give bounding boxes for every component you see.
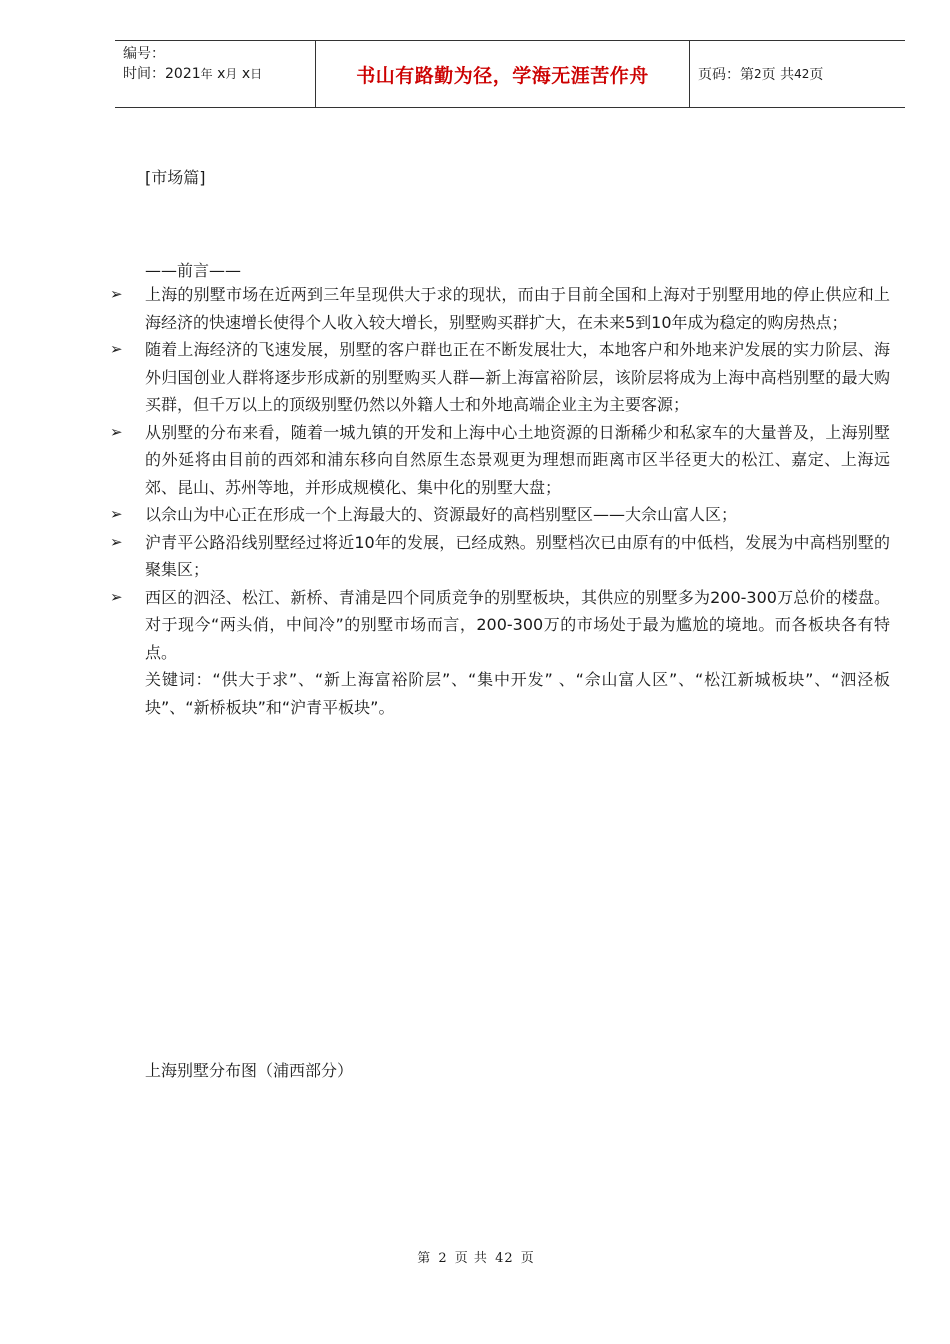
time-day: x — [241, 66, 251, 82]
time-day-unit: 日 — [250, 67, 263, 81]
list-item — [110, 419, 890, 502]
time-month: x — [217, 66, 226, 82]
map-caption: 上海别墅分布图（浦西部分） — [145, 1061, 354, 1080]
bullet-list — [110, 281, 890, 721]
list-item-text: 从别墅的分布来看，随着一城九镇的开发和上海中心土地资源的日渐稀少和私家车的大量普及，上海别墅的外延将由目前的西郊和浦东移向自然原生态景观更为理想而距离市区半径更大的松江、嘉定、上海远郊、昆山、苏州等地，并形成规模化、集中化的别墅大盘； — [145, 422, 890, 497]
time-label: 时间： — [123, 66, 165, 82]
footer-prefix: 第 — [417, 1251, 432, 1266]
page-mid: 页 共 — [761, 67, 795, 83]
arrow-bullet-icon: ➢ — [110, 532, 123, 551]
arrow-bullet-icon: ➢ — [110, 587, 123, 606]
footer-mid: 页 共 — [454, 1251, 488, 1266]
header-page-cell — [690, 41, 905, 107]
header-motto-cell — [316, 41, 690, 107]
footer-suffix: 页 — [520, 1251, 535, 1266]
time-year: 2021 — [165, 66, 201, 82]
preface-heading: ——前言—— — [145, 261, 242, 280]
list-item — [110, 529, 890, 584]
header-motto: 书山有路勤为径，学海无涯苦作舟 — [356, 64, 649, 87]
list-item — [110, 281, 890, 336]
header-meta-cell — [115, 41, 316, 107]
list-item-text: 上海的别墅市场在近两到三年呈现供大于求的现状，而由于目前全国和上海对于别墅用地的停止供应和上海经济的快速增长使得个人收入较大增长，别墅购买群扩大，在未来5到10年成为稳定的购房热点； — [145, 285, 890, 332]
document-header — [115, 40, 905, 108]
list-item-text: 西区的泗泾、松江、新桥、青浦是四个同质竞争的别墅板块，其供应的别墅多为200-300万总价的楼盘。对于现今“两头俏，中间冷”的别墅市场而言，200-300万的市场处于最为尴尬的境地。而各板块各有特点。 — [145, 587, 890, 662]
arrow-bullet-icon: ➢ — [110, 422, 123, 441]
footer-current: 2 — [438, 1251, 448, 1266]
time-line — [123, 64, 315, 84]
list-item — [110, 584, 890, 667]
list-item — [110, 336, 890, 419]
keywords-paragraph: 关键词：“供大于求”、“新上海富裕阶层”、“集中开发” 、“佘山富人区”、“松江新城板块”、“泗泾板块”、“新桥板块”和“沪青平板块”。 — [145, 670, 890, 717]
page-total: 42 — [794, 67, 810, 81]
page-footer — [0, 1247, 950, 1266]
time-month-unit: 月 — [225, 67, 238, 81]
arrow-bullet-icon: ➢ — [110, 505, 123, 523]
list-item-text: 以佘山为中心正在形成一个上海最大的、资源最好的高档别墅区——大佘山富人区； — [145, 505, 738, 524]
arrow-bullet-icon: ➢ — [110, 285, 123, 303]
list-item-text: 沪青平公路沿线别墅经过将近10年的发展，已经成熟。别墅档次已由原有的中低档，发展为中高档别墅的聚集区； — [145, 532, 890, 579]
arrow-bullet-icon: ➢ — [110, 340, 123, 358]
footer-total: 42 — [495, 1251, 514, 1266]
list-item — [110, 501, 890, 529]
page-label: 页码：第 — [698, 67, 754, 83]
page-unit: 页 — [809, 67, 824, 83]
page-current: 2 — [754, 67, 762, 81]
section-title: [市场篇] — [145, 168, 206, 187]
time-year-unit: 年 — [200, 67, 213, 81]
serial-label: 编号： — [123, 46, 165, 62]
list-item-text: 随着上海经济的飞速发展，别墅的客户群也正在不断发展壮大，本地客户和外地来沪发展的实力阶层、海外归国创业人群将逐步形成新的别墅购买人群—新上海富裕阶层，该阶层将成为上海中高档别墅的最大购买群，但千万以上的顶级别墅仍然以外籍人士和外地高端企业主为主要客源； — [145, 340, 890, 414]
